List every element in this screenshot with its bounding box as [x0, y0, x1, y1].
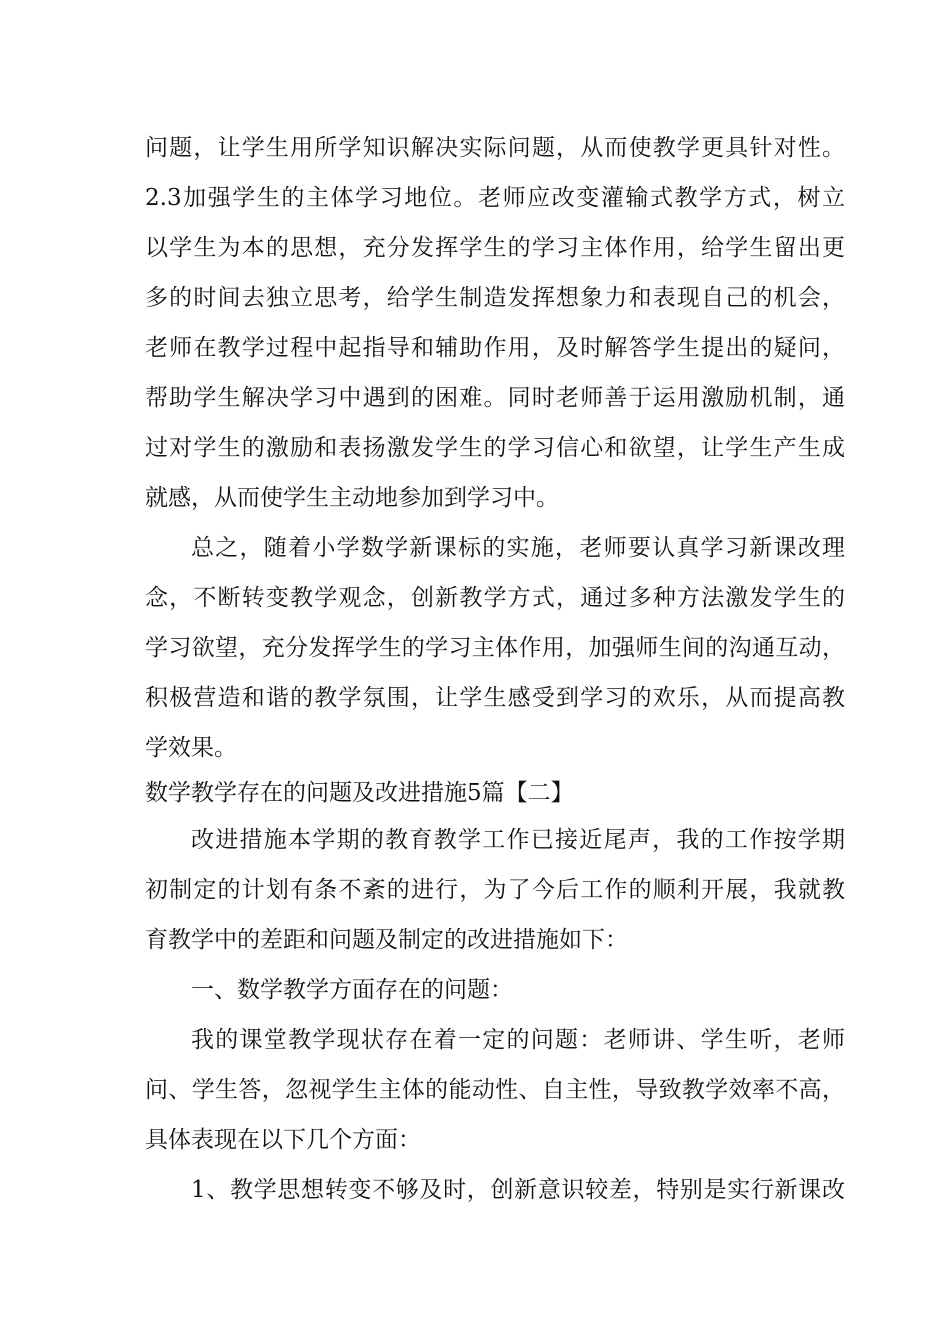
text-line: 育教学中的差距和问题及制定的改进措施如下：	[145, 927, 628, 953]
document-body	[145, 123, 845, 1215]
text-line: 1、教学思想转变不够及时，创新意识较差，特别是实行新课改	[191, 1177, 845, 1203]
text-line: 念，不断转变教学观念，创新教学方式，通过多种方法激发学生的	[145, 585, 845, 611]
text-line: 多的时间去独立思考，给学生制造发挥想象力和表现自己的机会，	[145, 285, 845, 311]
text-line: 具体表现在以下几个方面：	[145, 1127, 421, 1153]
text-line: 就感，从而使学生主动地参加到学习中。	[145, 485, 559, 511]
text-line: 改进措施本学期的教育教学工作已接近尾声，我的工作按学期	[191, 827, 845, 853]
text-line: 帮助学生解决学习中遇到的困难。同时老师善于运用激励机制，通	[145, 385, 845, 411]
text-line: 初制定的计划有条不紊的进行，为了今后工作的顺利开展，我就教	[145, 877, 845, 903]
text-line: 2.3加强学生的主体学习地位。老师应改变灌输式教学方式，树立	[145, 185, 845, 211]
text-line: 总之，随着小学数学新课标的实施，老师要认真学习新课改理	[191, 535, 845, 561]
text-line: 老师在教学过程中起指导和辅助作用，及时解答学生提出的疑问，	[145, 335, 845, 361]
text-line: 学效果。	[145, 735, 237, 761]
text-line: 以学生为本的思想，充分发挥学生的学习主体作用，给学生留出更	[145, 235, 845, 261]
text-line: 学习欲望，充分发挥学生的学习主体作用，加强师生间的沟通互动，	[145, 635, 845, 661]
text-line: 问题，让学生用所学知识解决实际问题，从而使教学更具针对性。	[145, 135, 845, 161]
text-line: 我的课堂教学现状存在着一定的问题：老师讲、学生听，老师	[191, 1027, 845, 1053]
text-line: 积极营造和谐的教学氛围，让学生感受到学习的欢乐，从而提高教	[145, 685, 845, 711]
text-line: 一、数学教学方面存在的问题：	[191, 977, 513, 1003]
section-heading: 数学教学存在的问题及改进措施5篇【二】	[145, 780, 574, 806]
text-line: 问、学生答，忽视学生主体的能动性、自主性，导致教学效率不高，	[145, 1077, 845, 1103]
text-line: 过对学生的激励和表扬激发学生的学习信心和欲望，让学生产生成	[145, 435, 845, 461]
